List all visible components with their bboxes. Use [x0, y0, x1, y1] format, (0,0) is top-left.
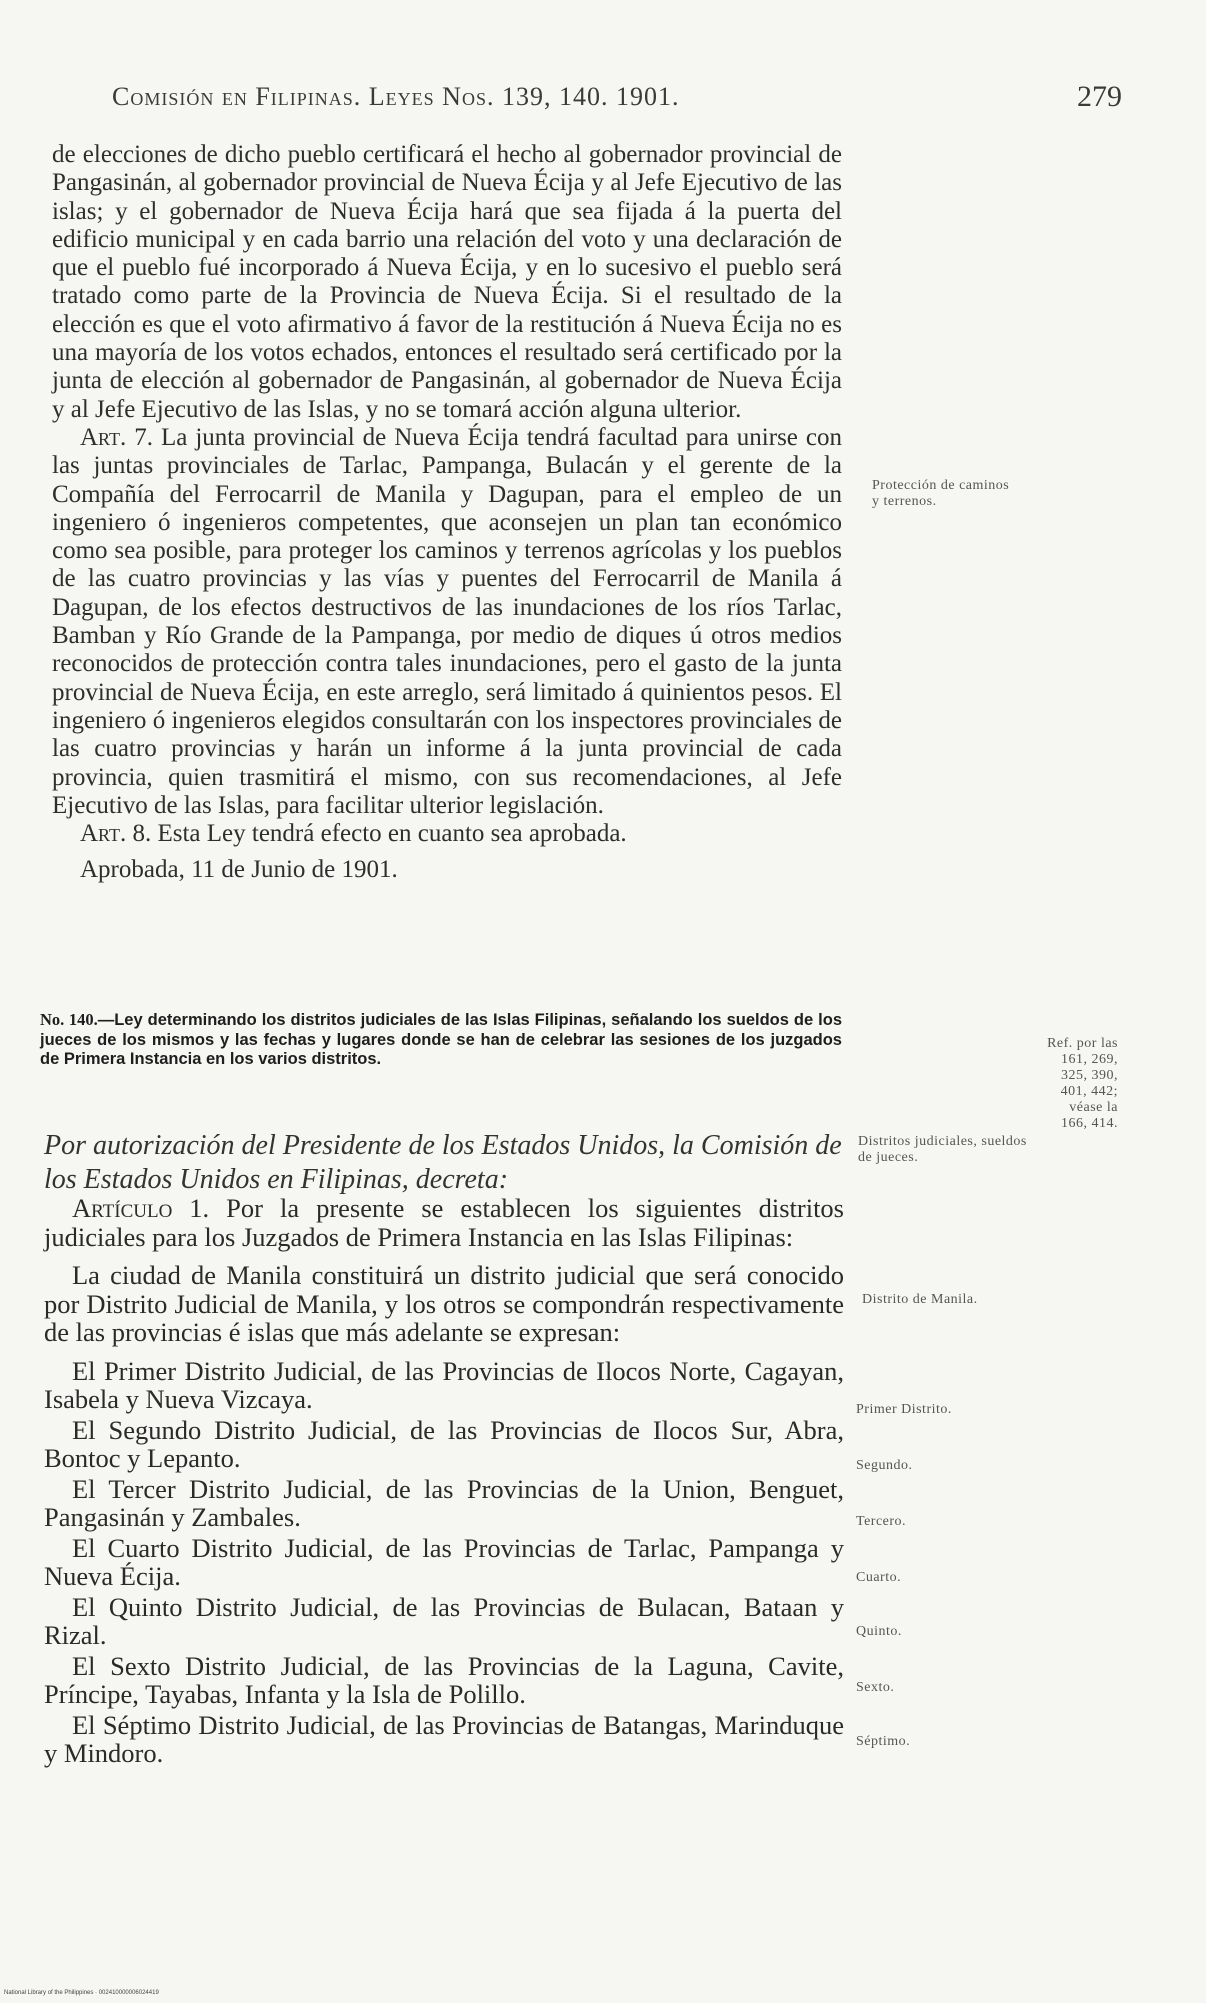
enacting-clause: Por autorización del Presidente de los Estados Unidos, la Comisión de los Estados Unidos en Filipinas, decreta: [44, 1130, 842, 1195]
district-paragraph: El Primer Distrito Judicial, de las Provincias de Ilocos Norte, Cagayan, Isabela y Nueva Vizcaya. [44, 1355, 844, 1414]
margin-note-proteccion: Protección de caminos y terrenos. [872, 478, 1010, 509]
scan-credit: National Library of the Philippines · 002410000006024419 [4, 1990, 159, 1996]
article-8 [52, 820, 842, 848]
article-1-label: Artículo 1. [72, 1193, 210, 1223]
article-7 [52, 424, 842, 820]
district-paragraph: El Segundo Distrito Judicial, de las Provincias de Ilocos Sur, Abra, Bontoc y Lepanto. [44, 1414, 844, 1473]
page-number: 279 [1077, 80, 1122, 113]
margin-note-references: Ref. por las 161, 269, 325, 390, 401, 442; véase la 166, 414. [1047, 1036, 1118, 1131]
margin-note-primer: Primer Distrito. [856, 1402, 952, 1417]
act-140-heading-text: —Ley determinando los distritos judiciales de las Islas Filipinas, señalando los sueldos de los jueces de los mismos y las fechas y lugares donde se han de celebrar las sesiones de los juzgados de Primera Instancia en los varios distritos. [40, 1011, 842, 1068]
district-paragraph: El Tercer Distrito Judicial, de las Provincias de la Union, Benguet, Pangasinán y Zambales. [44, 1473, 844, 1532]
article-7-label: Art. 7. [80, 423, 153, 451]
district-paragraph: El Cuarto Distrito Judicial, de las Provincias de Tarlac, Pampanga y Nueva Écija. [44, 1532, 844, 1591]
margin-note-distritos-judiciales: Distritos judiciales, sueldos de jueces. [858, 1134, 1027, 1165]
article-8-text: Esta Ley tendrá efecto en cuanto sea aprobada. [157, 820, 627, 848]
district-paragraph: El Séptimo Distrito Judicial, de las Provincias de Batangas, Marinduque y Mindoro. [44, 1709, 844, 1768]
margin-note-segundo: Segundo. [856, 1458, 913, 1473]
margin-note-cuarto: Cuarto. [856, 1570, 902, 1585]
district-paragraph: El Quinto Distrito Judicial, de las Provincias de Bulacan, Bataan y Rizal. [44, 1591, 844, 1650]
act-139-continuation [52, 141, 842, 885]
act-140-body [44, 1194, 844, 1770]
article-1 [44, 1194, 844, 1251]
manila-district-paragraph: La ciudad de Manila constituirá un distrito judicial que será conocido por Distrito Judicial de Manila, y los otros se compondrán respectivamente de las provincias é islas que más adelante se expresan: [44, 1260, 844, 1347]
running-header [112, 82, 1122, 122]
approval-date: Aprobada, 11 de Junio de 1901. [80, 856, 398, 884]
margin-note-distrito-manila: Distrito de Manila. [862, 1292, 978, 1307]
margin-note-septimo: Séptimo. [856, 1734, 911, 1749]
article-7-text: La junta provincial de Nueva Écija tendrá facultad para unirse con las juntas provinciales de Tarlac, Pampanga, Bulacán y el gerente de la Compañía del Ferrocarril de Manila y Dagupan, para el empleo de un ingeniero ó ingenieros competentes, que aconsejen un plan tan económico como sea posible, para proteger los caminos y terrenos agrícolas y los pueblos de las cuatro provincias y las vías y puentes del Ferrocarril de Manila á Dagupan, de los efectos destructivos de las inundaciones de los ríos Tarlac, Bamban y Río Grande de la Pampanga, por medio de diques ú otros medios reconocidos de protección contra tales inundaciones, pero el gasto de la junta provincial de Nueva Écija, en este arreglo, será limitado á quinientos pesos. El ingeniero ó ingenieros elegidos consultarán con los inspectores provinciales de las cuatro provincias y harán un informe á la junta provincial de cada provincia, quien trasmitirá el mismo, con sus recomendaciones, al Jefe Ejecutivo de las Islas, para facilitar ulterior legislación. [52, 423, 842, 819]
article-8-label: Art. 8. [80, 820, 152, 848]
running-title: Comisión en Filipinas. Leyes Nos. 139, 140. 1901. [112, 82, 680, 111]
act-140-heading [40, 1010, 842, 1070]
article-1-text: Por la presente se establecen los siguientes distritos judiciales para los Juzgados de Primera Instancia en las Islas Filipinas: [44, 1193, 844, 1252]
act-140-number: No. 140. [40, 1010, 98, 1029]
margin-note-quinto: Quinto. [856, 1624, 902, 1639]
district-paragraph: El Sexto Distrito Judicial, de las Provincias de la Laguna, Cavite, Príncipe, Tayabas, Infanta y la Isla de Polillo. [44, 1650, 844, 1709]
margin-note-sexto: Sexto. [856, 1680, 895, 1695]
margin-note-tercero: Tercero. [856, 1514, 907, 1529]
paragraph-election-result: de elecciones de dicho pueblo certificará el hecho al gobernador provincial de Pangasinán, al gobernador provincial de Nueva Écija y al Jefe Ejecutivo de las islas; y el gobernador de Nueva Écija hará que sea fijada á la puerta del edificio municipal y en cada barrio una relación del voto y una declaración de que el pueblo fué incorporado á Nueva Écija, y en lo sucesivo el pueblo será tratado como parte de la Provincia de Nueva Écija. Si el resultado de la elección es que el voto afirmativo á favor de la restitución á Nueva Écija no es una mayoría de los votos echados, entonces el resultado será certificado por la junta de elección al gobernador de Pangasinán, al gobernador de Nueva Écija y al Jefe Ejecutivo de las Islas, y no se tomará acción alguna ulterior. [52, 141, 842, 423]
